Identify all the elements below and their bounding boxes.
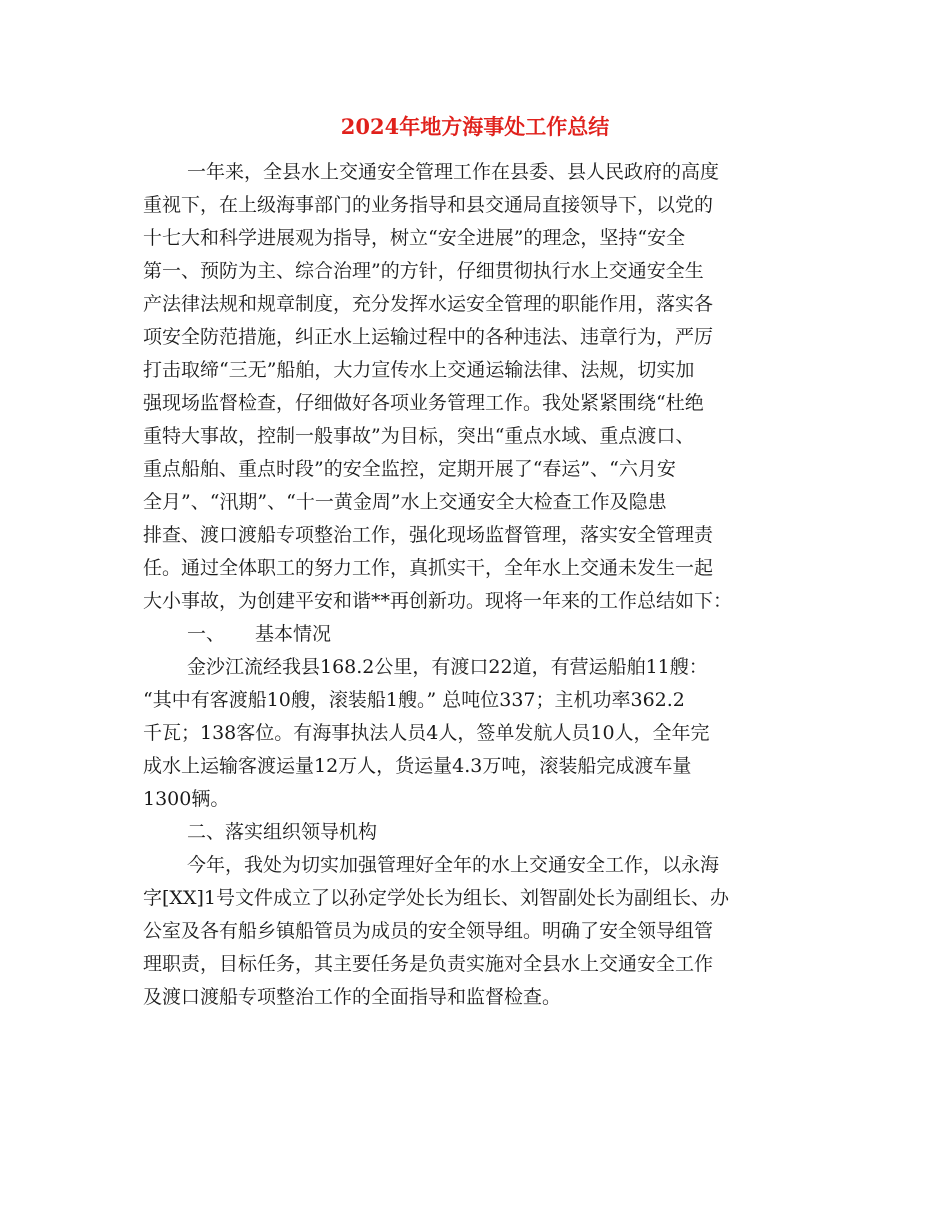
text-line: 公室及各有船乡镇船管员为成员的安全领导组。明确了安全领导组管 [143,920,714,942]
section-2-paragraph [143,849,807,1014]
document-body [143,156,807,1014]
text-line: 重特大事故，控制一般事故”为目标，突出“重点水域、重点渡口、 [143,425,695,447]
text-line: 今年，我处为切实加强管理好全年的水上交通安全工作，以永海 [187,854,720,876]
document-title: 2024年地方海事处工作总结 [340,114,610,139]
text-line: 千瓦；138客位。有海事执法人员4人，签单发航人员10人，全年完 [143,722,710,744]
text-line: 重视下，在上级海事部门的业务指导和县交通局直接领导下，以党的 [143,194,714,216]
text-line: 字[XX]1号文件成立了以孙定学处长为组长、刘智副处长为副组长、办 [143,887,729,909]
text-line: 任。通过全体职工的努力工作，真抓实干，全年水上交通未发生一起 [143,557,714,579]
text-line: 理职责，目标任务，其主要任务是负责实施对全县水上交通安全工作 [143,953,714,975]
text-line: 打击取缔“三无”船舶，大力宣传水上交通运输法律、法规，切实加 [143,359,695,381]
section-1-paragraph [143,651,807,816]
text-line: 十七大和科学进展观为指导，树立“安全进展”的理念，坚持“安全 [143,227,686,249]
text-line: 产法律法规和规章制度，充分发挥水运安全管理的职能作用，落实各 [143,293,714,315]
section-heading-1 [143,618,807,651]
text-line: 一年来，全县水上交通安全管理工作在县委、县人民政府的高度 [187,161,720,183]
text-line: “其中有客渡船10艘，滚装船1艘。” 总吨位337；主机功率362.2 [143,689,685,711]
text-line: 成水上运输客渡运量12万人，货运量4.3万吨，滚装船完成渡车量 [143,755,692,777]
text-line: 全月”、“汛期”、“十一黄金周”水上交通安全大检查工作及隐患 [143,491,667,513]
text-line: 排查、渡口渡船专项整治工作，强化现场监督管理，落实安全管理责 [143,524,714,546]
text-line: 金沙江流经我县168.2公里，有渡口22道，有营运船舶11艘： [187,656,708,678]
section-number: 一、 [187,623,226,645]
text-line: 重点船舶、重点时段”的安全监控，定期开展了“春运”、“六月安 [143,458,676,480]
section-heading-2: 二、落实组织领导机构 [187,821,378,843]
text-line: 及渡口渡船专项整治工作的全面指导和监督检查。 [143,986,562,1008]
section-title: 基本情况 [255,623,332,645]
text-line: 1300辆。 [143,788,230,810]
text-line: 项安全防范措施，纠正水上运输过程中的各种违法、违章行为，严厉 [143,326,714,348]
text-line: 大小事故，为创建平安和谐**再创新功。现将一年来的工作总结如下： [143,590,733,612]
text-line: 强现场监督检查，仔细做好各项业务管理工作。我处紧紧围绕“杜绝 [143,392,704,414]
intro-paragraph [143,156,807,618]
text-line: 第一、预防为主、综合治理”的方针，仔细贯彻执行水上交通安全生 [143,260,704,282]
